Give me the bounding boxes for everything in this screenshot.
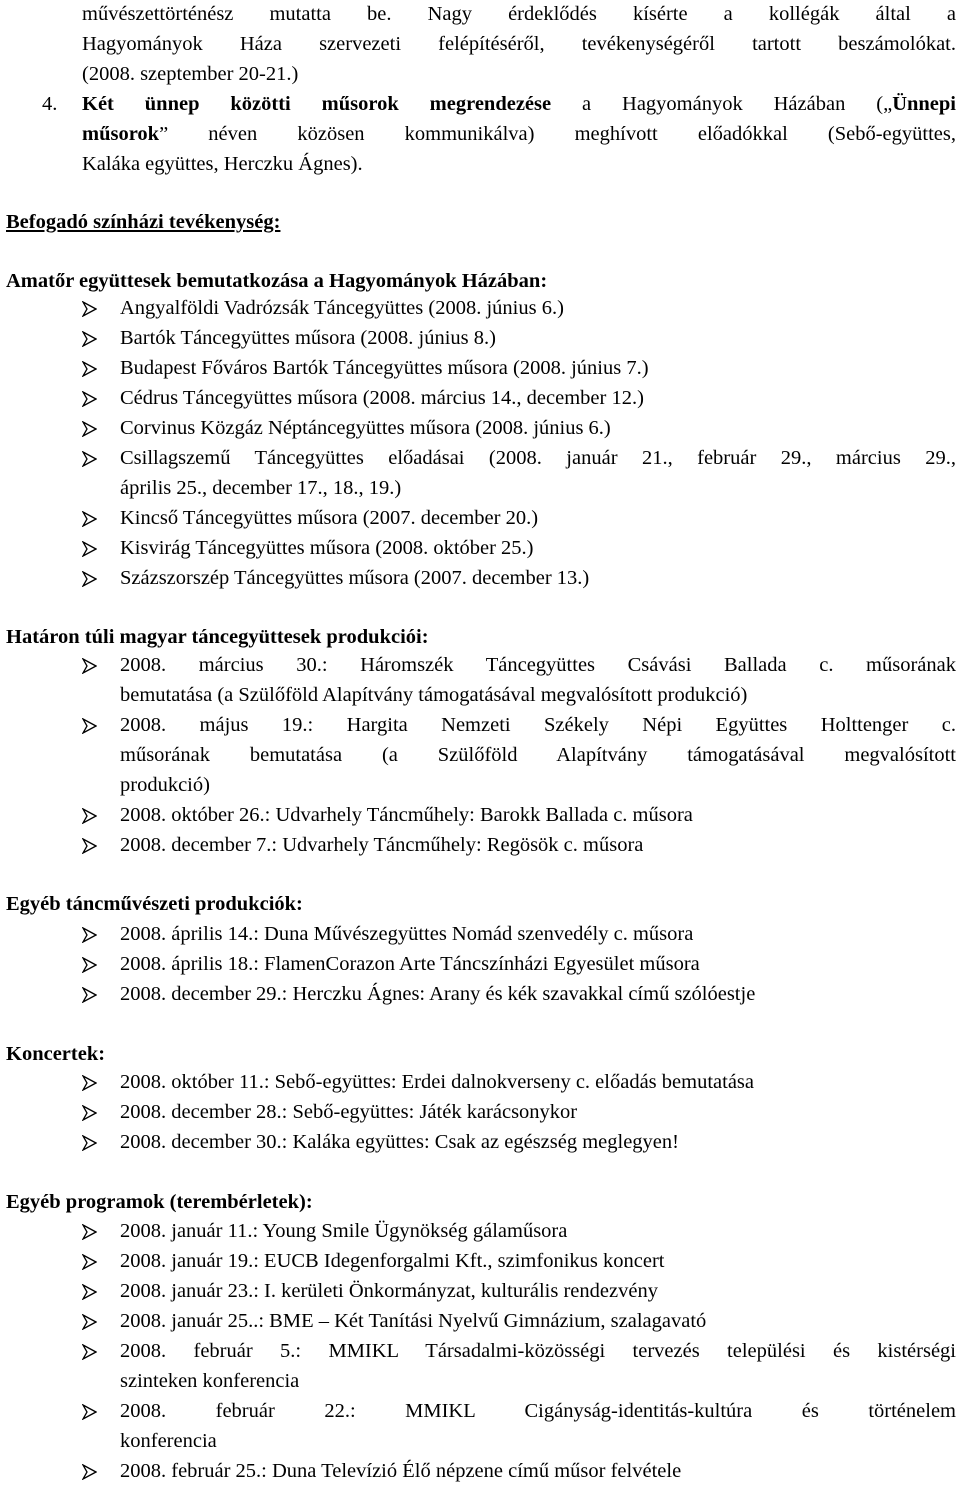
list-item: 2008. május 19.: Hargita Nemzeti Székely Népi Együttes Holttenger c. bbox=[120, 714, 956, 736]
list-item: produkció) bbox=[120, 774, 210, 796]
intro-line-1: művészettörténész mutatta be. Nagy érdeklődés kísérte a kollégák által a bbox=[82, 3, 956, 25]
section-heading-egyeb-prog: Egyéb programok (terembérletek): bbox=[6, 1191, 313, 1213]
list-item: Kisvirág Táncegyüttes műsora (2008. október 25.) bbox=[120, 537, 534, 559]
bullet-arrow-icon bbox=[82, 541, 97, 557]
bullet-arrow-icon bbox=[82, 1404, 97, 1420]
list-item: 2008. január 11.: Young Smile Ügynökség gálaműsora bbox=[120, 1220, 568, 1242]
list-item: 2008. január 19.: EUCB Idegenforgalmi Kft., szimfonikus koncert bbox=[120, 1250, 665, 1272]
bullet-arrow-icon bbox=[82, 571, 97, 587]
list-item: bemutatása (a Szülőföld Alapítvány támogatásával megvalósított produkció) bbox=[120, 684, 748, 706]
list-item: 2008. február 5.: MMIKL Társadalmi-közösségi tervezés települési és kistérségi bbox=[120, 1340, 956, 1362]
list-item: 2008. február 22.: MMIKL Cigányság-identitás-kultúra és történelem bbox=[120, 1400, 956, 1422]
list-number: 4. bbox=[42, 93, 58, 115]
bullet-arrow-icon bbox=[82, 451, 97, 467]
bullet-arrow-icon bbox=[82, 1075, 97, 1091]
section-heading-koncertek: Koncertek: bbox=[6, 1043, 106, 1065]
item4-bold-musorok: műsorok bbox=[82, 123, 160, 145]
list-item: 2008. október 11.: Sebő-együttes: Erdei dalnokverseny c. előadás bemutatása bbox=[120, 1071, 754, 1093]
list-item: Bartók Táncegyüttes műsora (2008. június 8.) bbox=[120, 327, 496, 349]
bullet-arrow-icon bbox=[82, 1105, 97, 1121]
list-item: műsorának bemutatása (a Szülőföld Alapítvány támogatásával megvalósított bbox=[120, 744, 956, 766]
list-item: 2008. április 18.: FlamenCorazon Arte Táncszínházi Egyesület műsora bbox=[120, 953, 700, 975]
bullet-arrow-icon bbox=[82, 838, 97, 854]
bullet-arrow-icon bbox=[82, 718, 97, 734]
item4-text-2: ” néven közösen kommunikálva) meghívott előadókkal (Sebő-együttes, bbox=[159, 123, 956, 145]
bullet-arrow-icon bbox=[82, 1464, 97, 1480]
list-item: 2008. február 25.: Duna Televízió Élő népzene című műsor felvétele bbox=[120, 1460, 682, 1482]
item4-bold-title: Két ünnep közötti műsorok megrendezése bbox=[82, 93, 552, 115]
item4-text: a Hagyományok Házában („ bbox=[551, 93, 893, 115]
list-item: konferencia bbox=[120, 1430, 217, 1452]
list-item: 2008. december 7.: Udvarhely Táncműhely: Regösök c. műsora bbox=[120, 834, 644, 856]
list-item: 2008. december 28.: Sebő-együttes: Játék karácsonykor bbox=[120, 1101, 578, 1123]
list-item: Budapest Főváros Bartók Táncegyüttes műsora (2008. június 7.) bbox=[120, 357, 649, 379]
list-item: 2008. március 30.: Háromszék Táncegyüttes Csávási Ballada c. műsorának bbox=[120, 654, 956, 676]
bullet-arrow-icon bbox=[82, 987, 97, 1003]
section-heading-egyeb-tanc: Egyéb táncművészeti produkciók: bbox=[6, 893, 303, 915]
bullet-arrow-icon bbox=[82, 658, 97, 674]
bullet-arrow-icon bbox=[82, 1254, 97, 1270]
item4-line-2 bbox=[82, 122, 956, 146]
list-item: Csillagszemű Táncegyüttes előadásai (2008. január 21., február 29., március 29., bbox=[120, 447, 956, 469]
list-item: április 25., december 17., 18., 19.) bbox=[120, 477, 402, 499]
list-item: 2008. december 29.: Herczku Ágnes: Arany és kék szavakkal című szólóestje bbox=[120, 983, 756, 1005]
bullet-arrow-icon bbox=[82, 1314, 97, 1330]
list-item: 2008. január 25..: BME – Két Tanítási Nyelvű Gimnázium, szalagavató bbox=[120, 1310, 707, 1332]
item4-bold-unnepi: Ünnepi bbox=[892, 93, 956, 115]
list-item: 2008. december 30.: Kaláka együttes: Csak az egészség meglegyen! bbox=[120, 1131, 679, 1153]
item4-line-1 bbox=[82, 92, 956, 116]
list-item: 2008. október 26.: Udvarhely Táncműhely: Barokk Ballada c. műsora bbox=[120, 804, 693, 826]
bullet-arrow-icon bbox=[82, 361, 97, 377]
bullet-arrow-icon bbox=[82, 301, 97, 317]
bullet-arrow-icon bbox=[82, 331, 97, 347]
list-item: Kincső Táncegyüttes műsora (2007. december 20.) bbox=[120, 507, 539, 529]
bullet-arrow-icon bbox=[82, 1224, 97, 1240]
list-item: 2008. április 14.: Duna Művészegyüttes Nomád szenvedély c. műsora bbox=[120, 923, 694, 945]
bullet-arrow-icon bbox=[82, 808, 97, 824]
bullet-arrow-icon bbox=[82, 957, 97, 973]
list-item: 2008. január 23.: I. kerületi Önkormányzat, kulturális rendezvény bbox=[120, 1280, 658, 1302]
intro-line-2: Hagyományok Háza szervezeti felépítéséről, tevékenységéről tartott beszámolókat. bbox=[82, 33, 956, 55]
intro-line-3: (2008. szeptember 20-21.) bbox=[82, 63, 299, 85]
bullet-arrow-icon bbox=[82, 391, 97, 407]
bullet-arrow-icon bbox=[82, 511, 97, 527]
item4-line-3: Kaláka együttes, Herczku Ágnes). bbox=[82, 153, 363, 175]
list-item: szinteken konferencia bbox=[120, 1370, 300, 1392]
list-item: Cédrus Táncegyüttes műsora (2008. március 14., december 12.) bbox=[120, 387, 644, 409]
section-heading-befogado: Befogadó színházi tevékenység: bbox=[6, 211, 281, 233]
section-heading-amator: Amatőr együttesek bemutatkozása a Hagyományok Házában: bbox=[6, 270, 548, 292]
list-item: Corvinus Közgáz Néptáncegyüttes műsora (2008. június 6.) bbox=[120, 417, 611, 439]
bullet-arrow-icon bbox=[82, 1284, 97, 1300]
list-item: Angyalföldi Vadrózsák Táncegyüttes (2008. június 6.) bbox=[120, 297, 564, 319]
bullet-arrow-icon bbox=[82, 927, 97, 943]
list-item: Százszorszép Táncegyüttes műsora (2007. december 13.) bbox=[120, 567, 590, 589]
section-heading-hataron: Határon túli magyar táncegyüttesek produkciói: bbox=[6, 626, 429, 648]
bullet-arrow-icon bbox=[82, 421, 97, 437]
bullet-arrow-icon bbox=[82, 1135, 97, 1151]
bullet-arrow-icon bbox=[82, 1344, 97, 1360]
